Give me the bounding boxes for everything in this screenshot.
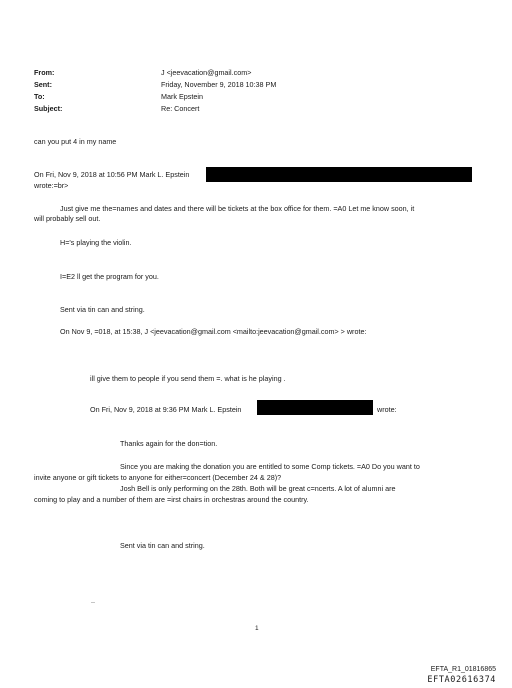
subject-value: Re: Concert bbox=[161, 104, 200, 113]
subject-label: Subject: bbox=[34, 104, 63, 113]
quote3-header-a: On Fri, Nov 9, 2018 at 9:36 PM Mark L. Epstein bbox=[90, 405, 242, 414]
paragraph-1-line1: Just give me the=names and dates and there will be tickets at the box office for them. =A0 Let me know soon, it bbox=[60, 204, 415, 213]
redaction-box bbox=[206, 167, 472, 182]
quote1-line2: wrote:=br> bbox=[34, 181, 69, 190]
signature-2: Sent via tin can and string. bbox=[120, 541, 205, 550]
paragraph-2: H='s playing the violin. bbox=[60, 238, 132, 247]
sent-value: Friday, November 9, 2018 10:38 PM bbox=[161, 80, 277, 89]
redaction-box bbox=[257, 400, 373, 415]
sent-label: Sent: bbox=[34, 80, 52, 89]
to-label: To: bbox=[34, 92, 45, 101]
from-value: J <jeevacation@gmail.com> bbox=[161, 68, 252, 77]
paragraph-9-line1: Since you are making the donation you are entitled to some Comp tickets. =A0 Do you want to bbox=[120, 462, 420, 471]
bates-number-1: EFTA_R1_01816865 bbox=[430, 666, 496, 673]
quote1-line1: On Fri, Nov 9, 2018 at 10:56 PM Mark L. Epstein bbox=[34, 170, 190, 179]
page-number: 1 bbox=[255, 625, 259, 632]
paragraph-6: ill give them to people if you send them =. what is he playing . bbox=[90, 374, 286, 383]
paragraph-8: Thanks again for the don=tion. bbox=[120, 439, 218, 448]
signature-1: Sent via tin can and string. bbox=[60, 305, 145, 314]
paragraph-9-line4: coming to play and a number of them are =irst chairs in orchestras around the country. bbox=[34, 495, 309, 504]
reply-line: can you put 4 in my name bbox=[34, 137, 117, 146]
quote2-header: On Nov 9, =018, at 15:38, J <jeevacation@gmail.com <mailto:jeevacation@gmail.com> > wrote: bbox=[60, 327, 367, 336]
paragraph-9-line2: invite anyone or gift tickets to anyone for either=concert (December 24 & 28)? bbox=[34, 473, 282, 482]
paragraph-9-line3: Josh Bell is only performing on the 28th. Both will be great c=ncerts. A lot of alumni are bbox=[120, 484, 396, 493]
quote3-header-b: wrote: bbox=[377, 405, 397, 414]
paragraph-3: I=E2 ll get the program for you. bbox=[60, 272, 159, 281]
bates-number-2: EFTA02616374 bbox=[427, 675, 496, 685]
from-label: From: bbox=[34, 68, 55, 77]
paragraph-1-line2: will probably sell out. bbox=[34, 214, 101, 223]
to-value: Mark Epstein bbox=[161, 92, 203, 101]
ellipsis-mark: .. bbox=[91, 596, 95, 605]
